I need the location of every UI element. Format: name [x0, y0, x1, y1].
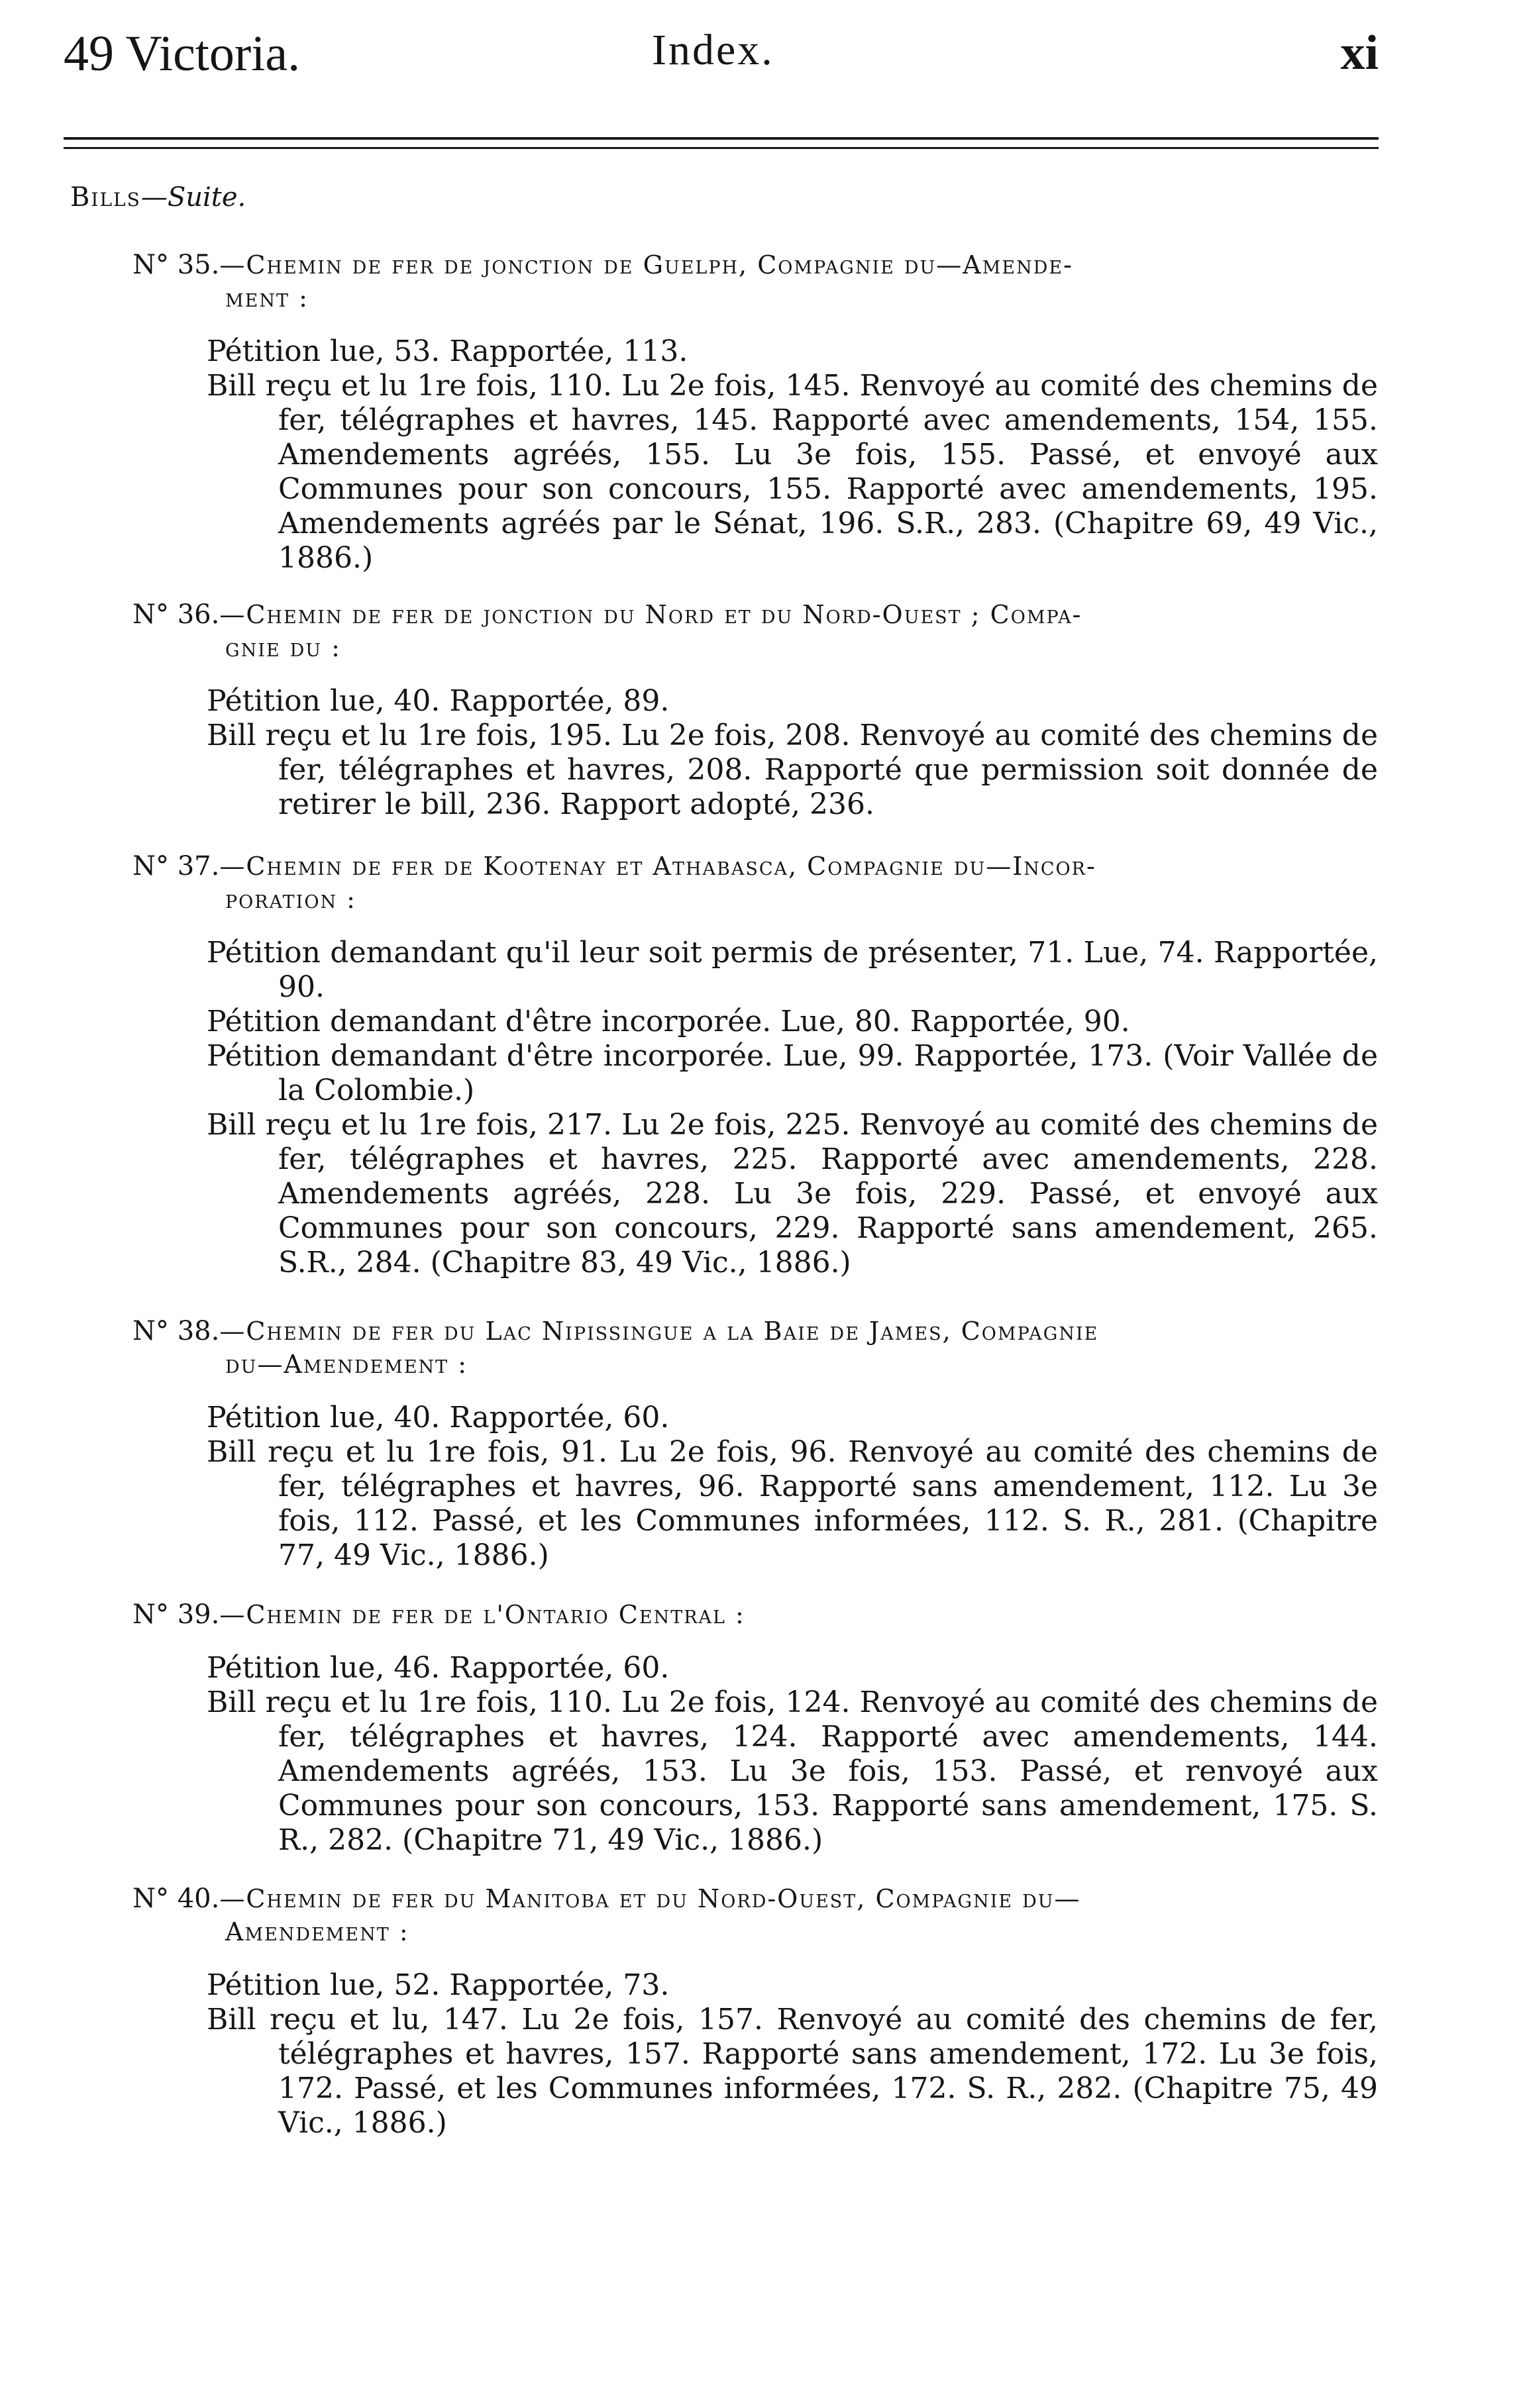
index-entry	[132, 850, 1378, 1280]
entry-paragraph: Pétition lue, 40. Rapportée, 60.	[207, 1401, 670, 1434]
entry-heading-continued: gnie du :	[225, 633, 341, 662]
index-entry	[132, 1882, 1378, 2140]
entry-heading: —Chemin de fer du Lac Nipissingue a la Baie de James, Compagnie	[219, 1317, 1099, 1346]
entry-paragraph: Pétition demandant d'être incorporée. Lue, 99. Rapportée, 173. (Voir Vallée de la Colombie.)	[207, 1039, 1378, 1107]
running-head-title: Index.	[652, 26, 774, 74]
entry-number: N° 39.	[132, 1599, 220, 1630]
entry-paragraph: Pétition lue, 40. Rapportée, 89.	[207, 684, 670, 718]
entry-heading: —Chemin de fer de jonction de Guelph, Compagnie du—Amende-	[219, 250, 1073, 279]
entry-paragraph: Pétition lue, 53. Rapportée, 113.	[207, 334, 688, 368]
section-label: Bills	[70, 182, 141, 213]
entry-title	[132, 248, 1378, 315]
page-number: xi	[1340, 26, 1379, 80]
entry-title	[132, 1315, 1378, 1381]
entry-number: N° 35.	[132, 250, 220, 280]
entry-heading: —Chemin de fer de l'Ontario Central :	[219, 1600, 745, 1629]
entry-heading-continued: ment :	[225, 283, 309, 313]
entry-paragraph: Pétition lue, 46. Rapportée, 60.	[207, 1651, 670, 1685]
entry-title	[132, 1882, 1378, 1948]
header-rule-top	[64, 137, 1379, 140]
entry-paragraph: Pétition demandant qu'il leur soit permis de présenter, 71. Lue, 74. Rapportée, 90.	[207, 936, 1378, 1004]
header-rule-bottom	[64, 147, 1379, 149]
entry-number: N° 36.	[132, 599, 220, 630]
entry-heading: —Chemin de fer de jonction du Nord et du Nord-Ouest ; Compa-	[219, 600, 1082, 629]
entry-number: N° 38.	[132, 1316, 220, 1346]
entry-paragraph: Bill reçu et lu 1re fois, 195. Lu 2e fois, 208. Renvoyé au comité des chemins de fer, télégraphes et havres, 208. Rapporté que permission soit donnée de retirer le bill, 236. Rapport adopté, 236.	[207, 719, 1378, 821]
index-entry	[132, 248, 1378, 576]
index-entry	[132, 598, 1378, 822]
entry-paragraph: Pétition demandant d'être incorporée. Lue, 80. Rapportée, 90.	[207, 1005, 1130, 1038]
entry-title	[132, 850, 1378, 916]
index-entry	[132, 1598, 1378, 1858]
running-head-volume: 49 Victoria.	[64, 26, 301, 81]
entry-paragraph: Bill reçu et lu 1re fois, 110. Lu 2e fois, 124. Renvoyé au comité des chemins de fer, télégraphes et havres, 124. Rapporté avec amendements, 144. Amendements agréés, 153. Lu 3e fois, 153. Passé, et renvoyé aux Communes pour son concours, 153. Rapporté sans amendement, 175. S. R., 282. (Chapitre 71, 49 Vic., 1886.)	[207, 1685, 1378, 1857]
entry-number: N° 37.	[132, 851, 220, 881]
entry-heading-continued: Amendement :	[225, 1917, 409, 1946]
entry-paragraph: Bill reçu et lu 1re fois, 217. Lu 2e fois, 225. Renvoyé au comité des chemins de fer, télégraphes et havres, 225. Rapporté avec amendements, 228. Amendements agréés, 228. Lu 3e fois, 229. Passé, et envoyé aux Communes pour son concours, 229. Rapporté sans amendement, 265. S.R., 284. (Chapitre 83, 49 Vic., 1886.)	[207, 1108, 1378, 1279]
section-suffix: —Suite.	[140, 182, 246, 213]
entry-heading: —Chemin de fer de Kootenay et Athabasca, Compagnie du—Incor-	[219, 852, 1096, 881]
entry-paragraph: Bill reçu et lu, 147. Lu 2e fois, 157. Renvoyé au comité des chemins de fer, télégraphes et havres, 157. Rapporté sans amendement, 172. Lu 3e fois, 172. Passé, et les Communes informées, 172. S. R., 282. (Chapitre 75, 49 Vic., 1886.)	[207, 2003, 1378, 2140]
entry-heading-continued: du—Amendement :	[225, 1350, 468, 1379]
entry-heading-continued: poration :	[225, 885, 356, 914]
running-head	[64, 25, 1379, 111]
index-entry	[132, 1315, 1378, 1573]
entry-number: N° 40.	[132, 1883, 220, 1914]
entry-heading: —Chemin de fer du Manitoba et du Nord-Ouest, Compagnie du—	[219, 1884, 1081, 1913]
section-heading	[70, 182, 246, 213]
entry-paragraph: Bill reçu et lu 1re fois, 110. Lu 2e fois, 145. Renvoyé au comité des chemins de fer, télégraphes et havres, 145. Rapporté avec amendements, 154, 155. Amendements agréés, 155. Lu 3e fois, 155. Passé, et envoyé aux Communes pour son concours, 155. Rapporté avec amendements, 195. Amendements agréés par le Sénat, 196. S.R., 283. (Chapitre 69, 49 Vic., 1886.)	[207, 369, 1378, 575]
entry-title	[132, 598, 1378, 664]
entry-title	[132, 1598, 1378, 1631]
entry-paragraph: Pétition lue, 52. Rapportée, 73.	[207, 1968, 670, 2002]
entry-paragraph: Bill reçu et lu 1re fois, 91. Lu 2e fois, 96. Renvoyé au comité des chemins de fer, télégraphes et havres, 96. Rapporté sans amendement, 112. Lu 3e fois, 112. Passé, et les Communes informées, 112. S. R., 281. (Chapitre 77, 49 Vic., 1886.)	[207, 1435, 1378, 1572]
